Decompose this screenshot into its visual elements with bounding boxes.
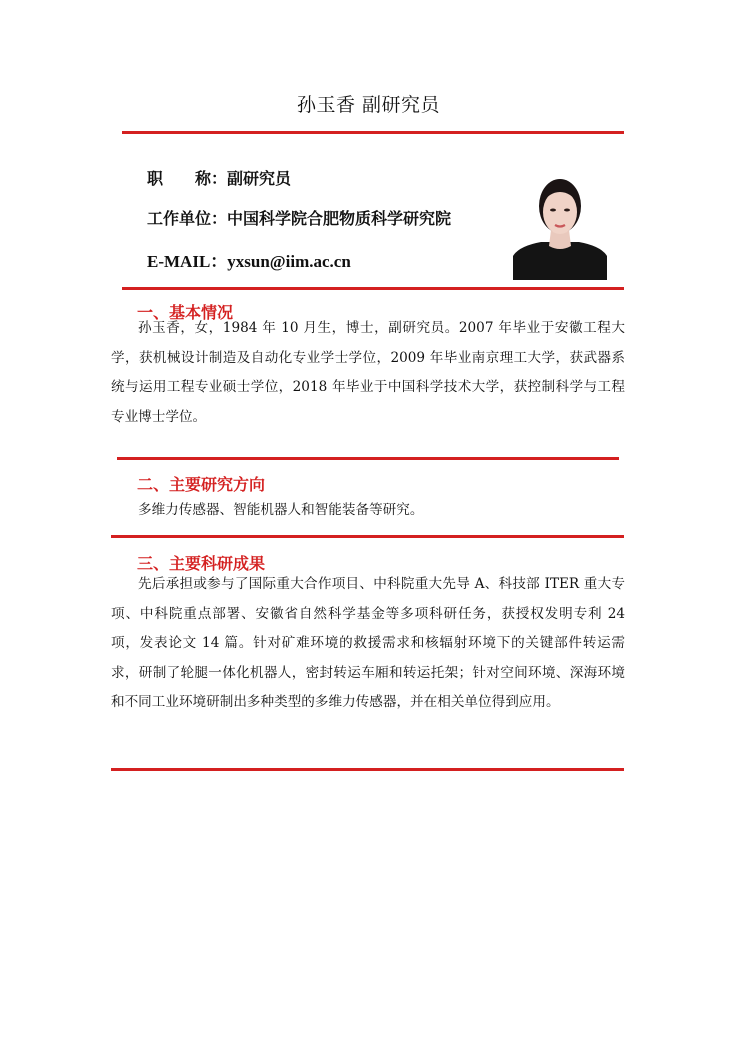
profile-email-value: yxsun@iim.ac.cn xyxy=(227,252,351,271)
profile-email-row xyxy=(147,247,351,272)
divider-basic xyxy=(117,457,619,460)
profile-title-row xyxy=(147,166,291,189)
portrait-icon xyxy=(513,160,607,280)
divider-profile xyxy=(122,287,624,290)
divider-bottom xyxy=(111,768,624,771)
section-body-basic: 孙玉香，女，1984 年 10 月生，博士，副研究员。2007 年毕业于安徽工程大学，获机械设计制造及自动化专业学士学位，2009 年毕业南京理工大学，获武器系统与运用工程专业硕士学位，2018 年毕业于中国科学技术大学，获控制科学与工程专业博士学位。 xyxy=(111,320,625,425)
profile-unit-value: 中国科学院合肥物质科学研究院 xyxy=(227,209,452,228)
profile-unit-row xyxy=(147,206,451,229)
profile-email-label: E-MAIL： xyxy=(147,252,228,271)
profile-title-value: 副研究员 xyxy=(227,169,292,188)
divider-top xyxy=(122,131,624,134)
section-body-research: 多维力传感器、智能机器人和智能装备等研究。 xyxy=(138,502,424,518)
section-heading-research: 二、主要研究方向 xyxy=(137,475,266,494)
page-title: 孙玉香 副研究员 xyxy=(296,94,441,116)
divider-research xyxy=(111,535,624,538)
section-body-achievements: 先后承担或参与了国际重大合作项目、中科院重大先导 A、科技部 ITER 重大专项、中科院重点部署、安徽省自然科学基金等多项科研任务，获授权发明专利 24 项，发表论文 14 篇。针对矿难环境的救援需求和核辐射环境下的关键部件转运需求，研制了轮腿一体化机器人，密封转运车厢和转运托架；针对空间环境、深海环境和不同工业环境研制出多种类型的多维力传感器，并在相关单位得到应用。 xyxy=(111,576,625,711)
portrait-photo xyxy=(513,160,607,280)
section-heading-basic: 一、基本情况 xyxy=(137,303,234,322)
profile-title-label: 职 称： xyxy=(147,169,228,188)
profile-unit-label: 工作单位： xyxy=(147,209,228,228)
section-heading-achievements: 三、主要科研成果 xyxy=(137,554,266,573)
